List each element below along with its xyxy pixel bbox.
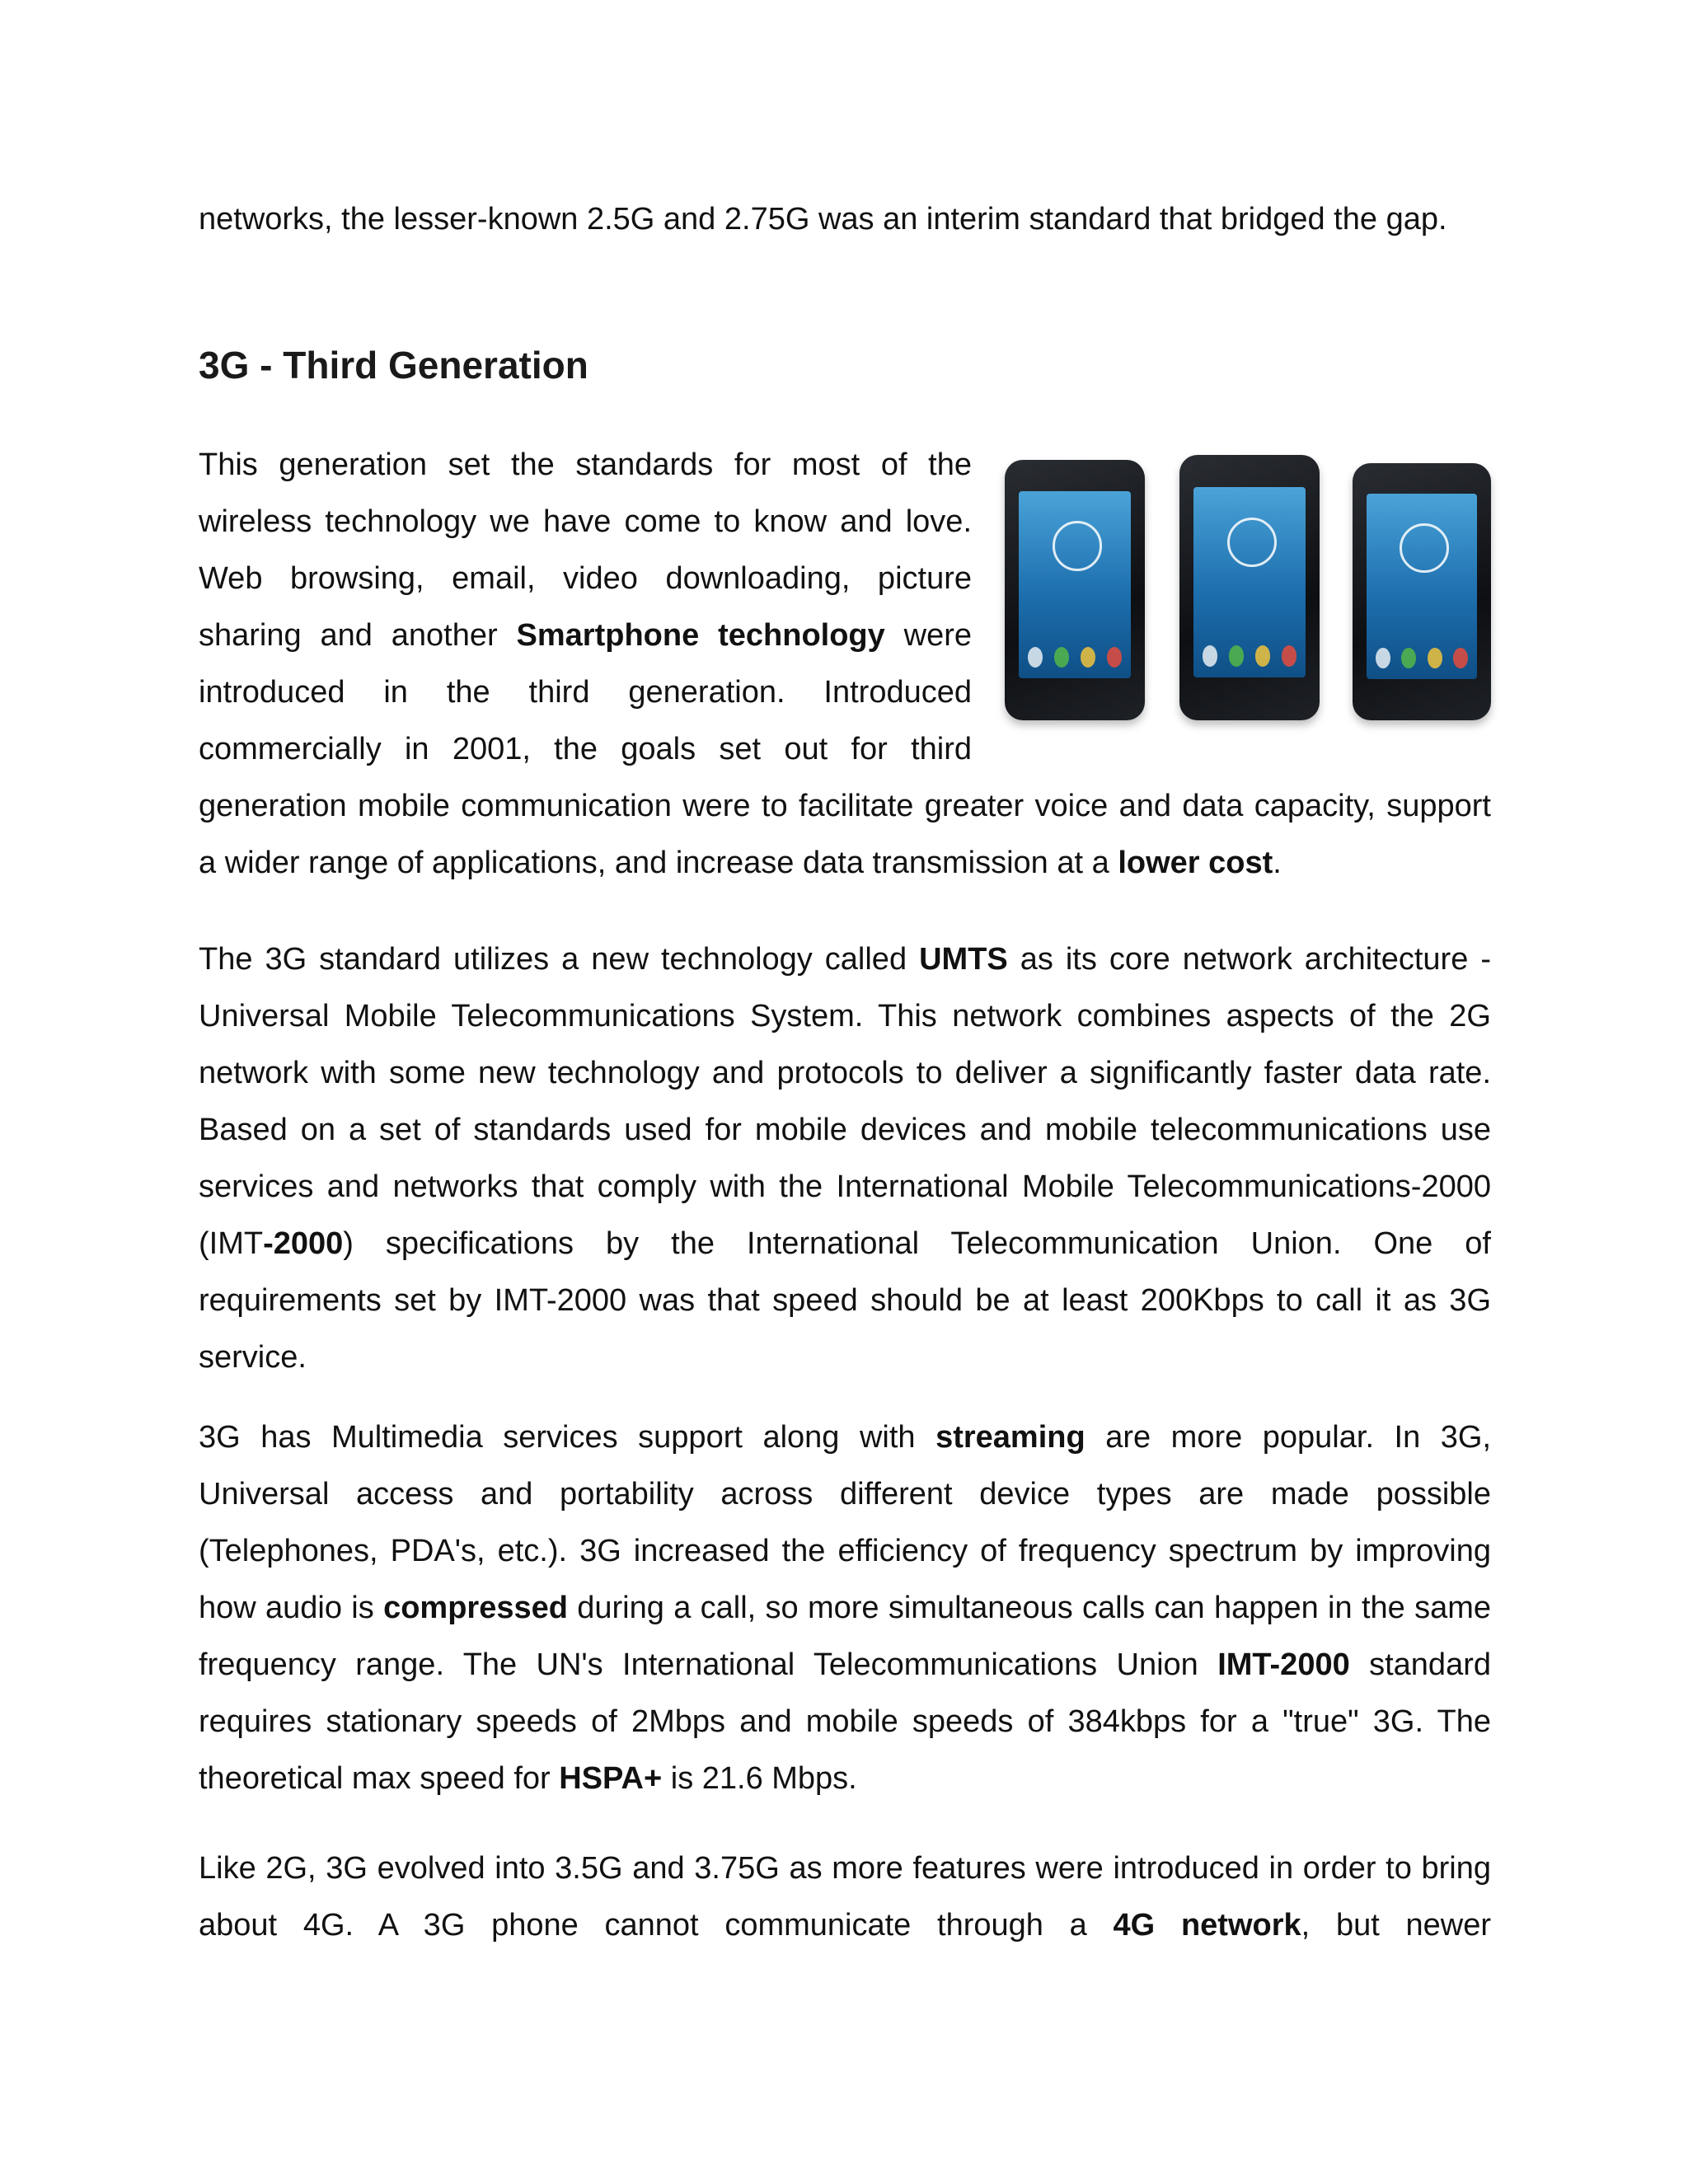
phone-screen [1193,487,1306,678]
section-heading: 3G - Third Generation [199,344,588,387]
app-dock [1028,647,1122,668]
clock-icon [1053,521,1102,570]
bold-term: -2000 [263,1226,344,1261]
bold-term: 4G network [1113,1908,1301,1943]
phone-screen [1367,494,1477,679]
smartphones-image [1005,440,1491,720]
phone-left [1005,460,1145,720]
bold-term: HSPA+ [559,1761,663,1796]
bold-term: lower cost [1118,846,1273,880]
paragraph-intro [199,191,1491,248]
paragraph-text: networks, the lesser-known 2.5G and 2.75G was an interim standard that bridged the gap. [199,202,1447,237]
phone-middle [1179,455,1320,720]
bold-term: Smartphone technology [516,618,885,653]
paragraph-text: 3G has Multimedia services support along with streaming are more popular. In 3G, Universal access and portability across different device types are made possible (Telephones, PDA's, etc.). 3G increased the efficiency of frequency spectrum by improving how audio is compressed during a call, so more simultaneous calls can happen in the same frequency range. The UN's International Telecommunications Union IMT-2000 standard requires stationary speeds of 2Mbps and mobile speeds of 384kbps for a "true" 3G. The theoretical max speed for HSPA+ is 21.6 Mbps. [199,1420,1491,1796]
bold-term: compressed [383,1591,568,1625]
paragraph-multimedia [199,1409,1491,1807]
app-dock [1203,645,1296,667]
bold-term: IMT-2000 [1217,1647,1350,1682]
app-dock [1376,648,1469,668]
bold-term: streaming [935,1420,1085,1455]
phone-right [1353,463,1491,720]
bold-term: UMTS [919,942,1008,977]
paragraph-text: Like 2G, 3G evolved into 3.5G and 3.75G as more features were introduced in order to bring about 4G. A 3G phone cannot communicate through a 4G network, but newer [199,1851,1491,1943]
clock-icon [1400,523,1449,573]
paragraph-umts [199,931,1491,1386]
paragraph-3g-overview [199,437,1491,892]
paragraph-evolution [199,1840,1491,1954]
paragraph-text: The 3G standard utilizes a new technology called UMTS as its core network architecture - Universal Mobile Telecommunications System. This network combines aspects of the 2G network with some new technology and protocols to deliver a significantly faster data rate. Based on a set of standards used for mobile devices and mobile telecommunications use services and networks that comply with the International Mobile Telecommunications-2000 (IMT-2000) specifications by the International Telecommunication Union. One of requirements set by IMT-2000 was that speed should be at least 200Kbps to call it as 3G service. [199,942,1491,1375]
paragraph-text: This generation set the standards for most of the wireless technology we have come to know and love. Web browsing, email, video downloading, picture sharing and another Smartphone technology were introduced in the third generation. Introduced commercially in 2001, the goals set out for third generation mobile communication were to facilitate greater voice and data capacity, support a wider range of applications, and increase data transmission at a lower cost. [199,448,1491,880]
clock-icon [1227,518,1277,567]
phone-screen [1019,491,1131,679]
